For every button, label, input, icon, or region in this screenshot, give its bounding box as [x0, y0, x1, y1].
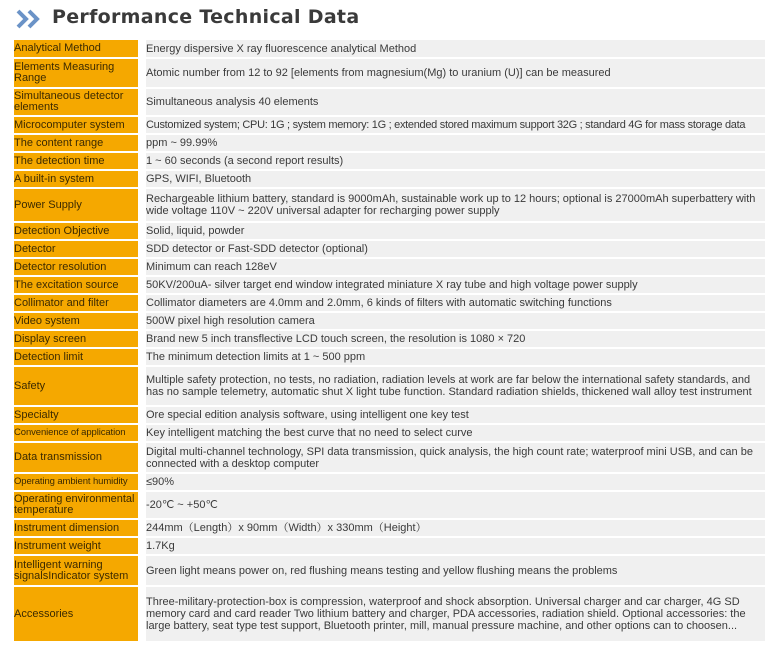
row-value: 1.7Kg [146, 537, 765, 555]
row-value: The minimum detection limits at 1 ~ 500 ppm [146, 348, 765, 366]
row-value: Solid, liquid, powder [146, 222, 765, 240]
table-row [14, 424, 765, 442]
row-value: Atomic number from 12 to 92 [elements from magnesium(Mg) to uranium (U)] can be measured [146, 58, 765, 88]
row-label: Convenience of application [14, 424, 138, 442]
row-value: SDD detector or Fast-SDD detector (optional) [146, 240, 765, 258]
table-row [14, 116, 765, 134]
row-value: 244mm（Length）x 90mm（Width）x 330mm（Height） [146, 519, 765, 537]
row-label: Instrument dimension [14, 519, 138, 537]
row-label: Specialty [14, 406, 138, 424]
page-title: Performance Technical Data [52, 6, 360, 28]
row-label: Safety [14, 366, 138, 406]
table-row [14, 330, 765, 348]
row-label: The excitation source [14, 276, 138, 294]
page-header [0, 0, 772, 40]
row-label: Video system [14, 312, 138, 330]
table-row [14, 537, 765, 555]
row-value: 1 ~ 60 seconds (a second report results) [146, 152, 765, 170]
row-value: Collimator diameters are 4.0mm and 2.0mm, 6 kinds of filters with automatic switching functions [146, 294, 765, 312]
row-label: Operating ambient humidity [14, 473, 138, 491]
table-row [14, 222, 765, 240]
table-row [14, 134, 765, 152]
table-row [14, 152, 765, 170]
row-value: Key intelligent matching the best curve that no need to select curve [146, 424, 765, 442]
row-label: Intelligent warning signalsIndicator system [14, 555, 138, 586]
row-value: 50KV/200uA- silver target end window integrated miniature X ray tube and high voltage power supply [146, 276, 765, 294]
table-row [14, 519, 765, 537]
row-label: Power Supply [14, 188, 138, 222]
row-label: Accessories [14, 586, 138, 642]
table-row [14, 348, 765, 366]
row-value: Energy dispersive X ray fluorescence analytical Method [146, 40, 765, 58]
row-value: Multiple safety protection, no tests, no radiation, radiation levels at work are far below the international safety standards, and has no sample telemetry, automatic shut X light tube function. Standard radiation shields, thickened wall alloy test instrument [146, 366, 765, 406]
row-label: Detection Objective [14, 222, 138, 240]
table-row [14, 555, 765, 586]
table-row [14, 188, 765, 222]
row-value: Digital multi-channel technology, SPI data transmission, quick analysis, the high count rate; waterproof mini USB, and can be connected with a desktop computer [146, 442, 765, 473]
row-label: The detection time [14, 152, 138, 170]
spec-table [14, 40, 765, 643]
table-row [14, 366, 765, 406]
row-value: GPS, WIFI, Bluetooth [146, 170, 765, 188]
row-label: Data transmission [14, 442, 138, 473]
row-label: Detector [14, 240, 138, 258]
row-label: Detection limit [14, 348, 138, 366]
row-value: Three-military-protection-box is compression, waterproof and shock absorption. Universal charger and car charger, 4G SD memory card and card reader Two lithium battery and charger, PDA accessories, radiation shield. Optional accessories: the large battery, seat type test support, Bluetooth printer, mill, manual pressure machine, and other options can to choosen... [146, 586, 765, 642]
row-label: Instrument weight [14, 537, 138, 555]
row-label: Collimator and filter [14, 294, 138, 312]
row-value: -20℃ ~ +50℃ [146, 491, 765, 519]
table-row [14, 442, 765, 473]
row-value: ppm ~ 99.99% [146, 134, 765, 152]
table-row [14, 294, 765, 312]
row-label: Simultaneous detector elements [14, 88, 138, 116]
row-label: Operating environmental temperature [14, 491, 138, 519]
row-value: ≤90% [146, 473, 765, 491]
row-label: Analytical Method [14, 40, 138, 58]
row-value: Rechargeable lithium battery, standard is 9000mAh, sustainable work up to 12 hours; optional is 27000mAh superbattery with wide voltage 110V ~ 220V universal adapter for recharging power supply [146, 188, 765, 222]
row-value: 500W pixel high resolution camera [146, 312, 765, 330]
row-label: The content range [14, 134, 138, 152]
table-row [14, 258, 765, 276]
row-value: Green light means power on, red flushing means testing and yellow flushing means the problems [146, 555, 765, 586]
row-label: Elements Measuring Range [14, 58, 138, 88]
row-label: Display screen [14, 330, 138, 348]
table-row [14, 88, 765, 116]
table-row [14, 491, 765, 519]
table-row [14, 586, 765, 642]
table-row [14, 240, 765, 258]
table-row [14, 312, 765, 330]
row-value: Customized system; CPU: 1G ; system memory: 1G ; extended stored maximum support 32G ; standard 4G for mass storage data [146, 116, 765, 134]
row-label: A built-in system [14, 170, 138, 188]
double-chevron-right-icon [16, 9, 42, 29]
table-row [14, 170, 765, 188]
table-row [14, 406, 765, 424]
row-label: Detector resolution [14, 258, 138, 276]
table-row [14, 40, 765, 58]
table-row [14, 473, 765, 491]
row-value: Simultaneous analysis 40 elements [146, 88, 765, 116]
table-row [14, 58, 765, 88]
row-value: Ore special edition analysis software, using intelligent one key test [146, 406, 765, 424]
row-value: Brand new 5 inch transflective LCD touch screen, the resolution is 1080 × 720 [146, 330, 765, 348]
row-value: Minimum can reach 128eV [146, 258, 765, 276]
row-label: Microcomputer system [14, 116, 138, 134]
table-row [14, 276, 765, 294]
